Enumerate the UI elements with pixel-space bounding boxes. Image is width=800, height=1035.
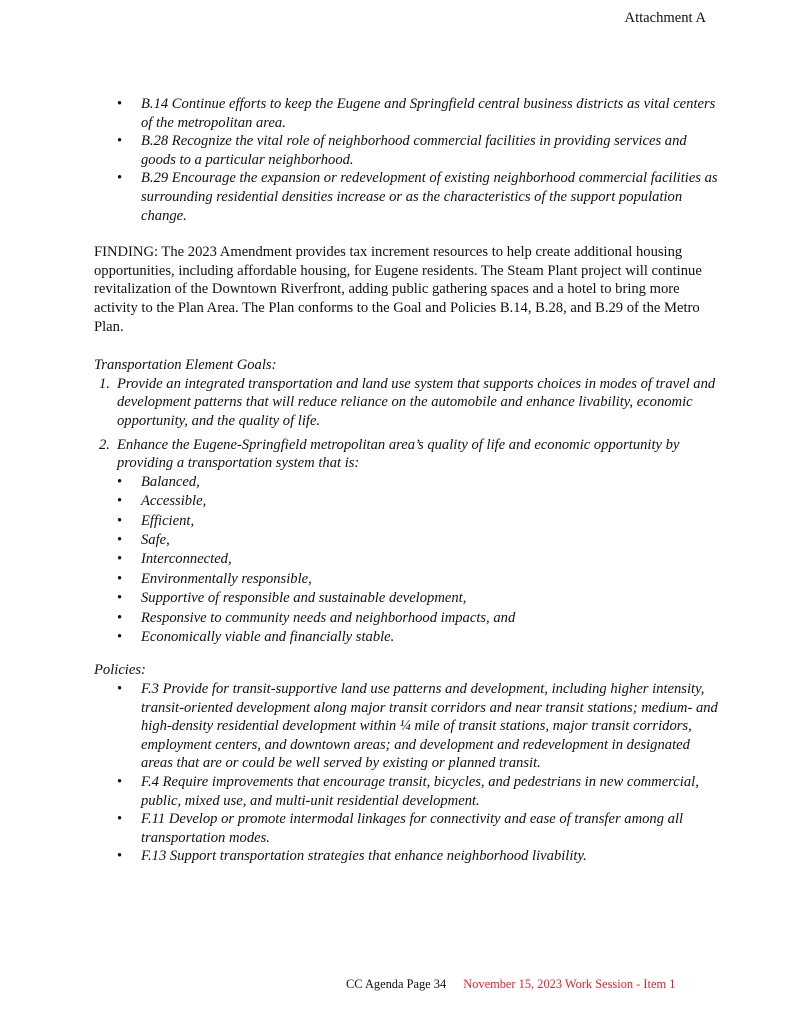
policy-f4: • F.4 Require improvements that encourage transit, bicycles, and pedestrians in new commercial, public, mixed use, and multi-unit residential development. bbox=[141, 773, 720, 810]
metro-policy-list bbox=[94, 95, 720, 225]
policy-f11: • F.11 Develop or promote intermodal linkages for connectivity and ease of transfer among all transportation modes. bbox=[141, 810, 720, 847]
transportation-goals-list bbox=[94, 375, 720, 648]
quality-item: • Efficient, bbox=[141, 512, 720, 531]
policy-b14: • B.14 Continue efforts to keep the Eugene and Springfield central business districts as vital centers of the metropolitan area. bbox=[141, 95, 720, 132]
goal-item bbox=[99, 436, 720, 648]
agenda-page-label: CC Agenda Page 34 bbox=[346, 977, 447, 991]
transportation-goals-heading: Transportation Element Goals: bbox=[94, 357, 277, 374]
page-footer bbox=[346, 977, 675, 992]
goal-item bbox=[99, 375, 720, 431]
quality-item: • Supportive of responsible and sustainable development, bbox=[141, 589, 720, 608]
system-qualities-list bbox=[117, 473, 720, 648]
quality-item: • Environmentally responsible, bbox=[141, 570, 720, 589]
goal-number: 2. bbox=[99, 436, 110, 453]
document-body bbox=[94, 95, 720, 866]
quality-item: • Balanced, bbox=[141, 473, 720, 492]
policy-b28: • B.28 Recognize the vital role of neighborhood commercial facilities in providing services and goods to a particular neighborhood. bbox=[141, 132, 720, 169]
quality-item: • Responsive to community needs and neighborhood impacts, and bbox=[141, 609, 720, 628]
quality-item: • Safe, bbox=[141, 531, 720, 550]
policy-f3: • F.3 Provide for transit-supportive land use patterns and development, including higher intensity, transit-oriented development along major transit corridors and near transit stations; medium- and high-density residential development within ¼ mile of transit stations, major transit corridors, employment centers, and downtown areas; and development and redevelopment in designated areas that are or could be well served by existing or planned transit. bbox=[141, 680, 720, 773]
quality-item: • Economically viable and financially stable. bbox=[141, 628, 720, 647]
goal-text: Provide an integrated transportation and land use system that supports choices in modes of travel and development patterns that will reduce reliance on the automobile and enhance livability, economic opportunity, and the quality of life. bbox=[117, 375, 716, 429]
goal-number: 1. bbox=[99, 375, 110, 392]
policy-f13: • F.13 Support transportation strategies that enhance neighborhood livability. bbox=[141, 847, 720, 866]
policy-b29: • B.29 Encourage the expansion or redevelopment of existing neighborhood commercial facilities as surrounding residential densities increase or as the characteristics of the support population change. bbox=[141, 169, 720, 225]
work-session-label: November 15, 2023 Work Session - Item 1 bbox=[463, 977, 676, 991]
policies-heading: Policies: bbox=[94, 662, 146, 679]
quality-item: • Interconnected, bbox=[141, 550, 720, 569]
quality-item: • Accessible, bbox=[141, 492, 720, 511]
transportation-policy-list bbox=[94, 680, 720, 866]
finding-paragraph: FINDING: The 2023 Amendment provides tax increment resources to help create additional housing opportunities, including affordable housing, for Eugene residents. The Steam Plant project will continue revitalization of the Downtown Riverfront, adding public gathering spaces and a hotel to bring more activity to the Plan Area. The Plan conforms to the Goal and Policies B.14, B.28, and B.29 of the Metro Plan. bbox=[94, 244, 702, 335]
attachment-header: Attachment A bbox=[624, 10, 706, 26]
goal-text: Enhance the Eugene-Springfield metropolitan area’s quality of life and economic opportunity by providing a transportation system that is: bbox=[117, 436, 680, 472]
